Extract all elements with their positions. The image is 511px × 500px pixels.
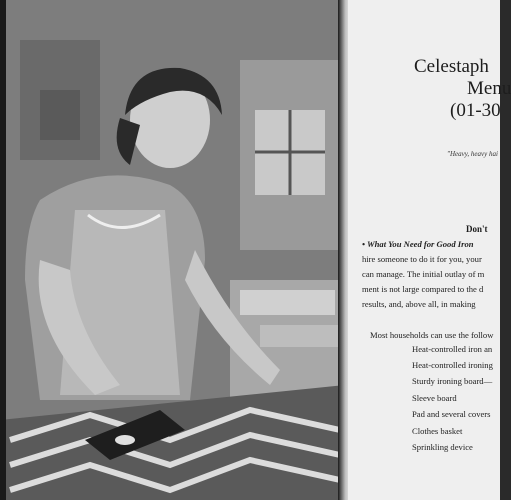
list-intro: Most households can use the follow	[370, 330, 494, 340]
list-item: Sleeve board	[412, 393, 457, 403]
list-item: Sprinkling device	[412, 442, 473, 452]
page-title-line-2: Menu	[467, 78, 511, 99]
section-heading: Don't	[466, 224, 488, 234]
page-title-line-3: (01-30	[450, 100, 501, 121]
left-page-edge	[0, 0, 6, 500]
list-item: Clothes basket	[412, 426, 463, 436]
body-line: can manage. The initial outlay of m	[362, 269, 485, 279]
list-item: Heat-controlled ironing	[412, 360, 493, 370]
epigraph-quote: "Heavy, heavy hai	[447, 150, 498, 158]
body-line: hire someone to do it for you, your	[362, 254, 482, 264]
body-line: ment is not large compared to the d	[362, 284, 484, 294]
list-item: Sturdy ironing board—	[412, 376, 493, 386]
body-line: results, and, above all, in making	[362, 299, 476, 309]
list-item: Pad and several covers	[412, 409, 491, 419]
body-line: • What You Need for Good Iron	[362, 239, 474, 249]
text-page	[348, 0, 511, 500]
page-title-line-1: Celestaph	[414, 56, 489, 77]
list-item: Heat-controlled iron an	[412, 344, 493, 354]
